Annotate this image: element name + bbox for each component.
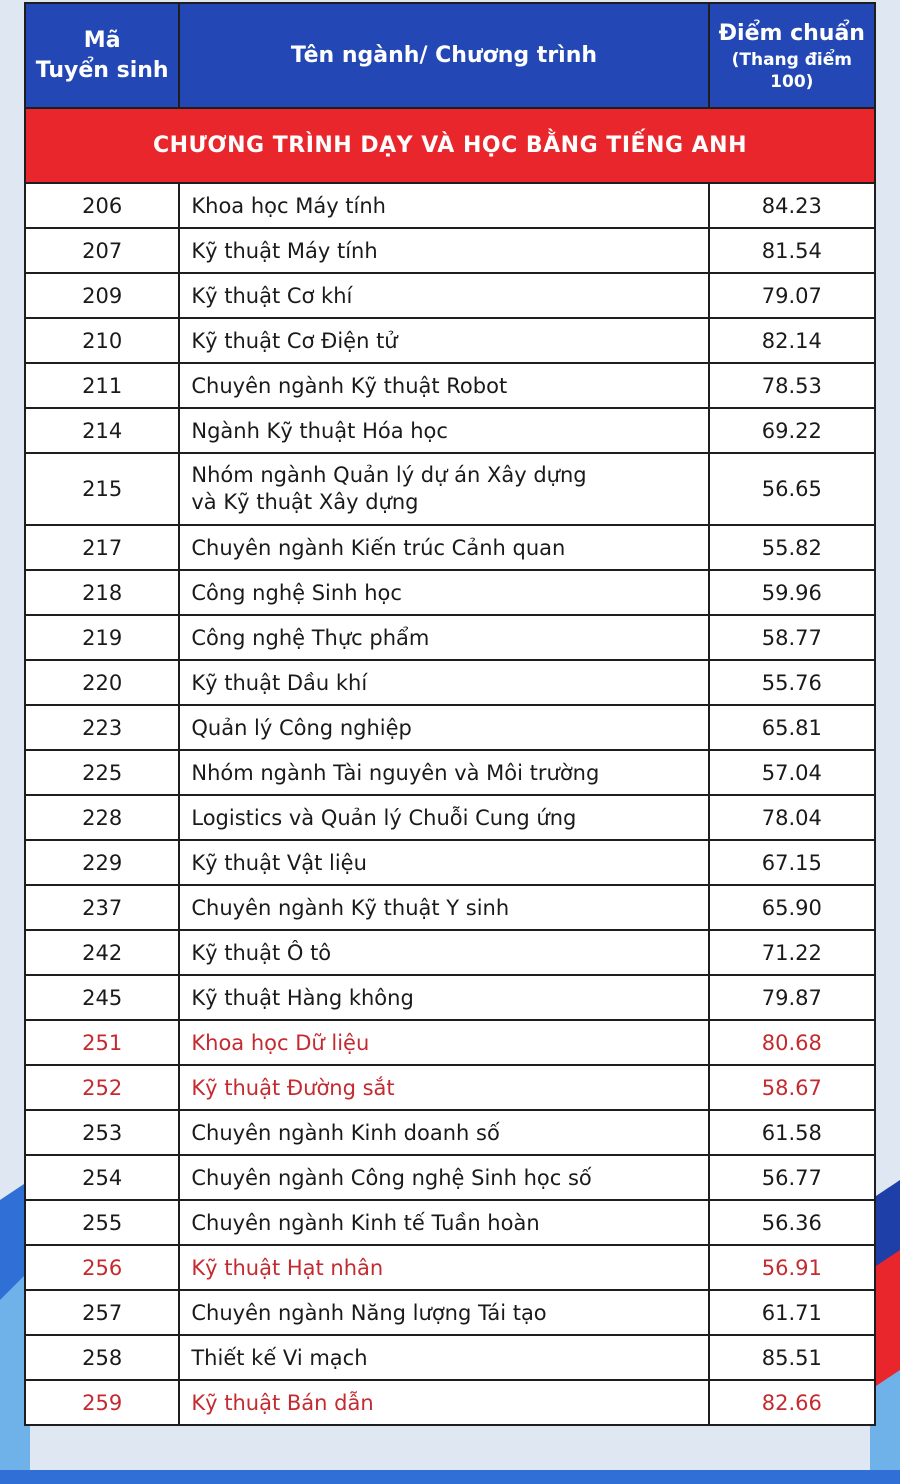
row-score: 56.91 (709, 1245, 875, 1290)
row-program-name: Nhóm ngành Tài nguyên và Môi trường (179, 750, 708, 795)
row-program-name: Công nghệ Sinh học (179, 570, 708, 615)
row-program-name: Kỹ thuật Dầu khí (179, 660, 708, 705)
table-row (25, 1020, 875, 1065)
row-program-name: Kỹ thuật Bán dẫn (179, 1380, 708, 1425)
table-row (25, 273, 875, 318)
row-code: 237 (25, 885, 179, 930)
row-code: 206 (25, 183, 179, 228)
row-score: 85.51 (709, 1335, 875, 1380)
table-row (25, 183, 875, 228)
table-row (25, 885, 875, 930)
table-row (25, 1335, 875, 1380)
row-code: 229 (25, 840, 179, 885)
row-program-name: Chuyên ngành Kinh doanh số (179, 1110, 708, 1155)
row-code: 256 (25, 1245, 179, 1290)
row-program-name: Công nghệ Thực phẩm (179, 615, 708, 660)
row-program-name-line2: và Kỹ thuật Xây dựng (191, 490, 419, 514)
row-code: 259 (25, 1380, 179, 1425)
row-program-name: Kỹ thuật Cơ Điện tử (179, 318, 708, 363)
row-score: 55.76 (709, 660, 875, 705)
row-program-name: Kỹ thuật Cơ khí (179, 273, 708, 318)
row-score: 58.77 (709, 615, 875, 660)
row-program-name: Kỹ thuật Hàng không (179, 975, 708, 1020)
table-row (25, 975, 875, 1020)
row-program-name: Chuyên ngành Kỹ thuật Y sinh (179, 885, 708, 930)
row-program-name: Chuyên ngành Kỹ thuật Robot (179, 363, 708, 408)
row-code: 220 (25, 660, 179, 705)
row-score: 78.04 (709, 795, 875, 840)
row-code: 255 (25, 1200, 179, 1245)
row-program-name: Chuyên ngành Năng lượng Tái tạo (179, 1290, 708, 1335)
row-code: 218 (25, 570, 179, 615)
table-row (25, 363, 875, 408)
table-row (25, 1200, 875, 1245)
row-score: 84.23 (709, 183, 875, 228)
table-row (25, 525, 875, 570)
row-score: 82.66 (709, 1380, 875, 1425)
row-score: 56.65 (709, 453, 875, 525)
row-program-name: Khoa học Dữ liệu (179, 1020, 708, 1065)
row-program-name: Ngành Kỹ thuật Hóa học (179, 408, 708, 453)
row-program-name: Kỹ thuật Hạt nhân (179, 1245, 708, 1290)
row-score: 58.67 (709, 1065, 875, 1110)
row-code: 219 (25, 615, 179, 660)
table-row (25, 1245, 875, 1290)
row-code: 228 (25, 795, 179, 840)
table-row (25, 1155, 875, 1200)
table-row (25, 795, 875, 840)
table-row (25, 1065, 875, 1110)
row-score: 78.53 (709, 363, 875, 408)
header-code-line2: Tuyển sinh (35, 57, 169, 83)
row-code: 251 (25, 1020, 179, 1065)
row-code: 245 (25, 975, 179, 1020)
row-code: 210 (25, 318, 179, 363)
table-row (25, 840, 875, 885)
row-code: 257 (25, 1290, 179, 1335)
row-score: 59.96 (709, 570, 875, 615)
row-code: 217 (25, 525, 179, 570)
row-score: 55.82 (709, 525, 875, 570)
row-score: 82.14 (709, 318, 875, 363)
row-program-name: Thiết kế Vi mạch (179, 1335, 708, 1380)
row-score: 79.07 (709, 273, 875, 318)
row-program-name: Logistics và Quản lý Chuỗi Cung ứng (179, 795, 708, 840)
table-row (25, 1380, 875, 1425)
header-score-line1: Điểm chuẩn (718, 20, 865, 46)
table-row (25, 705, 875, 750)
table-row (25, 1110, 875, 1155)
row-program-name: Kỹ thuật Ô tô (179, 930, 708, 975)
row-program-name: Khoa học Máy tính (179, 183, 708, 228)
table-row (25, 318, 875, 363)
row-score: 80.68 (709, 1020, 875, 1065)
row-score: 81.54 (709, 228, 875, 273)
row-code: 214 (25, 408, 179, 453)
row-score: 65.90 (709, 885, 875, 930)
row-score: 79.87 (709, 975, 875, 1020)
row-score: 61.71 (709, 1290, 875, 1335)
row-code: 223 (25, 705, 179, 750)
row-program-name: Kỹ thuật Vật liệu (179, 840, 708, 885)
row-code: 225 (25, 750, 179, 795)
row-program-name: Chuyên ngành Kiến trúc Cảnh quan (179, 525, 708, 570)
header-code-line1: Mã (83, 27, 121, 53)
row-score: 69.22 (709, 408, 875, 453)
row-code: 209 (25, 273, 179, 318)
row-code: 253 (25, 1110, 179, 1155)
header-score (709, 3, 875, 108)
table-row (25, 453, 875, 525)
row-program-name (179, 453, 708, 525)
row-code: 252 (25, 1065, 179, 1110)
table-row (25, 570, 875, 615)
row-program-name: Kỹ thuật Đường sắt (179, 1065, 708, 1110)
row-code: 258 (25, 1335, 179, 1380)
row-score: 57.04 (709, 750, 875, 795)
table-row (25, 750, 875, 795)
table-row (25, 228, 875, 273)
row-program-name: Chuyên ngành Công nghệ Sinh học số (179, 1155, 708, 1200)
header-code (25, 3, 179, 108)
row-score: 71.22 (709, 930, 875, 975)
row-score: 67.15 (709, 840, 875, 885)
table-row (25, 615, 875, 660)
table-row (25, 660, 875, 705)
table-row (25, 408, 875, 453)
table-row (25, 930, 875, 975)
section-row (25, 108, 875, 183)
row-program-name: Quản lý Công nghiệp (179, 705, 708, 750)
row-code: 242 (25, 930, 179, 975)
header-name: Tên ngành/ Chương trình (179, 3, 708, 108)
row-score: 61.58 (709, 1110, 875, 1155)
row-score: 65.81 (709, 705, 875, 750)
row-score: 56.77 (709, 1155, 875, 1200)
row-program-name: Chuyên ngành Kinh tế Tuần hoàn (179, 1200, 708, 1245)
row-code: 207 (25, 228, 179, 273)
admission-scores-table (24, 2, 876, 1426)
section-title: CHƯƠNG TRÌNH DẠY VÀ HỌC BẰNG TIẾNG ANH (25, 108, 875, 183)
row-code: 211 (25, 363, 179, 408)
row-program-name: Kỹ thuật Máy tính (179, 228, 708, 273)
header-score-line2: (Thang điểm 100) (731, 49, 852, 92)
row-score: 56.36 (709, 1200, 875, 1245)
table-row (25, 1290, 875, 1335)
row-code: 215 (25, 453, 179, 525)
row-program-name-line1: Nhóm ngành Quản lý dự án Xây dựng (191, 463, 587, 487)
row-code: 254 (25, 1155, 179, 1200)
table-header-row (25, 3, 875, 108)
